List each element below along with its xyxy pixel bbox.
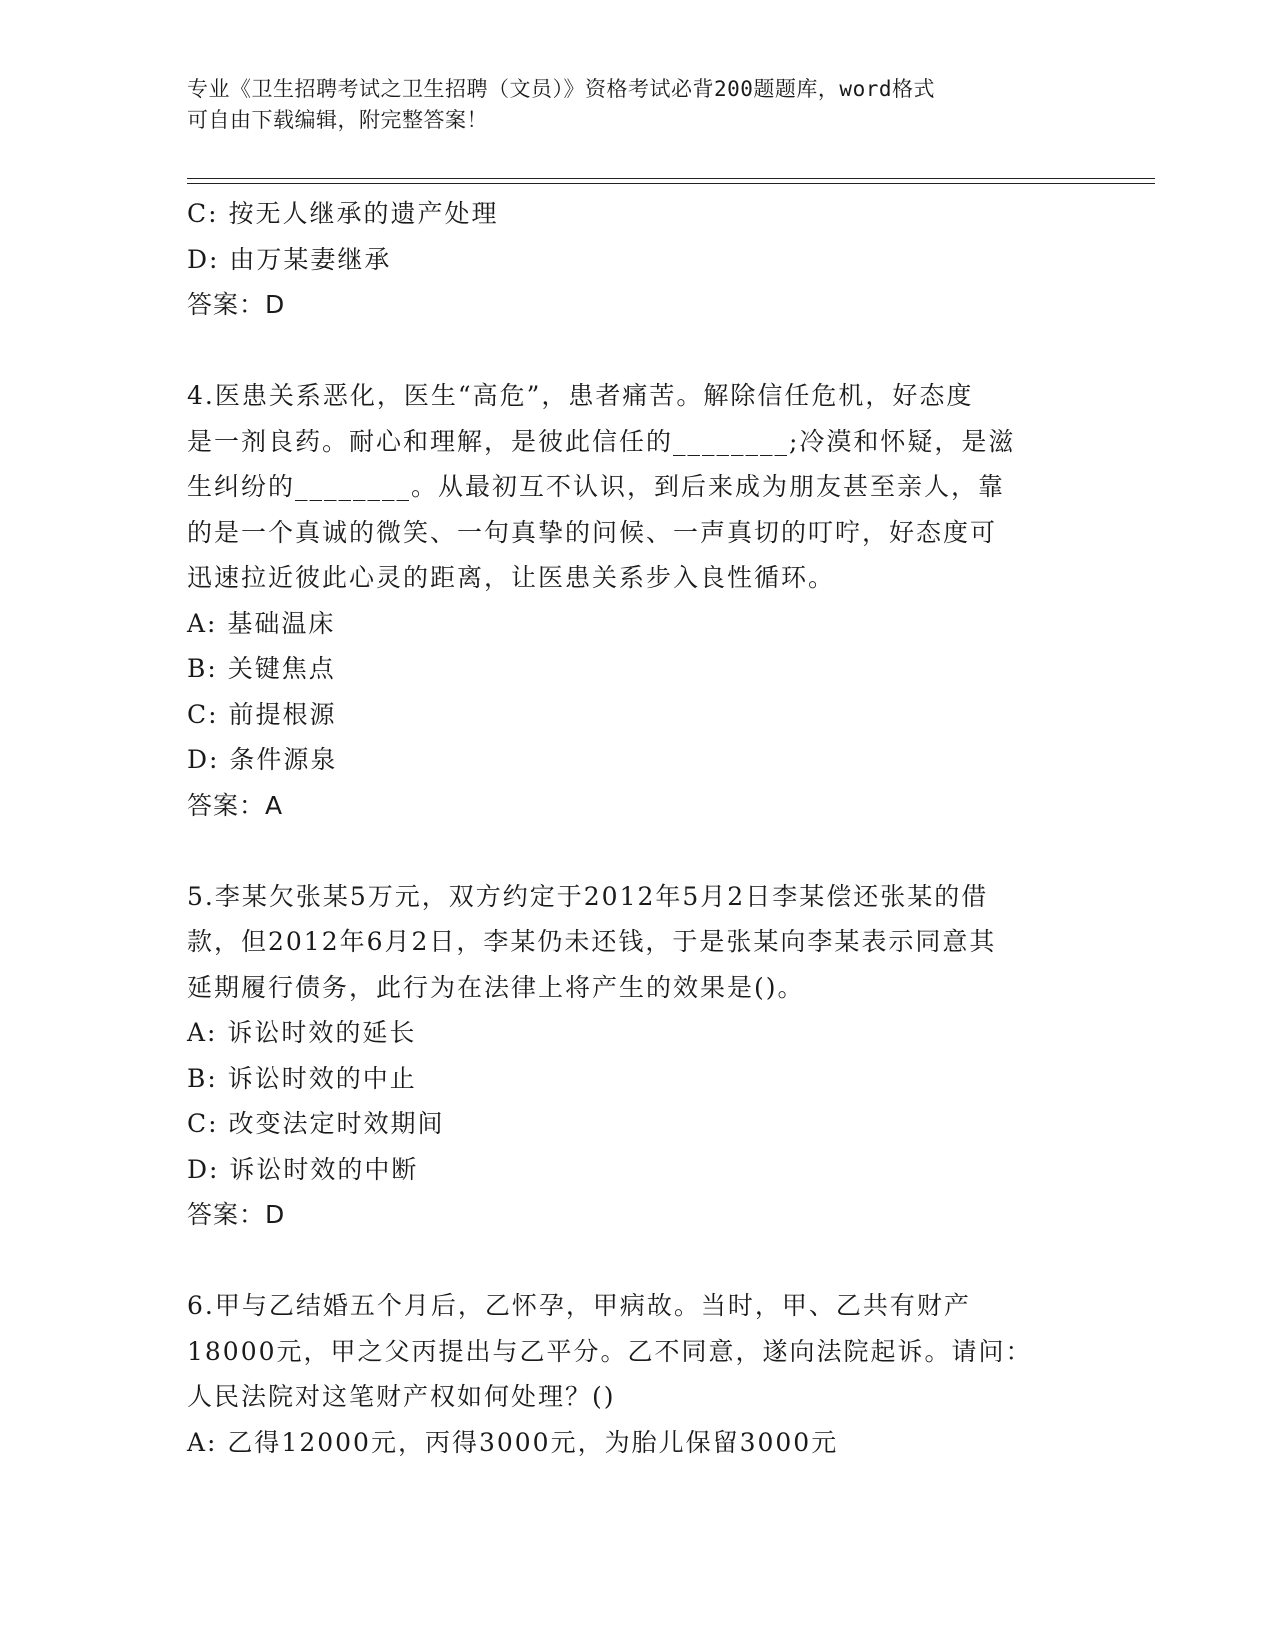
document-body bbox=[187, 191, 1087, 1465]
option-b: B: 关键焦点 bbox=[187, 654, 336, 683]
document-header bbox=[187, 74, 1067, 136]
option-d: D: 由万某妻继承 bbox=[187, 244, 392, 274]
question-6 bbox=[187, 1283, 1087, 1465]
header-divider-top bbox=[187, 178, 1155, 179]
question-4 bbox=[187, 373, 1087, 828]
question-text-line: 是一剂良药。耐心和理解，是彼此信任的________;冷漠和怀疑，是滋 bbox=[187, 426, 1016, 456]
question-text-line: 18000元，甲之父丙提出与乙平分。乙不同意，遂向法院起诉。请问： bbox=[187, 1336, 1033, 1366]
spacer bbox=[187, 828, 1087, 874]
question-text-line: 的是一个真诚的微笑、一句真挚的问候、一声真切的叮咛，好态度可 bbox=[187, 517, 998, 547]
option-c: C: 前提根源 bbox=[187, 699, 337, 729]
option-c: C: 改变法定时效期间 bbox=[187, 1109, 445, 1138]
question-text-line: 款，但2012年6月2日，李某仍未还钱，于是张某向李某表示同意其 bbox=[187, 927, 997, 956]
question-text-line: 延期履行债务，此行为在法律上将产生的效果是()。 bbox=[187, 972, 805, 1002]
header-title-line-1: 专业《卫生招聘考试之卫生招聘（文员）》资格考试必背200题题库，word格式 bbox=[187, 77, 935, 101]
option-d: D: 条件源泉 bbox=[187, 745, 338, 774]
answer: 答案：A bbox=[187, 790, 284, 820]
question-text-line: 6.甲与乙结婚五个月后，乙怀孕，甲病故。当时，甲、乙共有财产 bbox=[187, 1291, 971, 1320]
question-5 bbox=[187, 874, 1087, 1238]
spacer bbox=[187, 1238, 1087, 1284]
option-a: A: 乙得12000元，丙得3000元，为胎儿保留3000元 bbox=[187, 1427, 839, 1457]
answer: 答案：D bbox=[187, 290, 286, 319]
spacer bbox=[187, 328, 1087, 374]
option-a: A: 诉讼时效的延长 bbox=[187, 1018, 417, 1047]
option-c: C: 按无人继承的遗产处理 bbox=[187, 199, 499, 228]
header-divider-bottom bbox=[187, 183, 1155, 184]
header-title-line-2: 可自由下载编辑，附完整答案！ bbox=[187, 108, 488, 132]
option-a: A: 基础温床 bbox=[187, 608, 336, 638]
option-d: D: 诉讼时效的中断 bbox=[187, 1154, 419, 1184]
question-text-line: 人民法院对这笔财产权如何处理？() bbox=[187, 1382, 616, 1411]
question-3-tail bbox=[187, 191, 1087, 328]
question-text-line: 迅速拉近彼此心灵的距离，让医患关系步入良性循环。 bbox=[187, 563, 836, 592]
question-text-line: 5.李某欠张某5万元，双方约定于2012年5月2日李某偿还张某的借 bbox=[187, 881, 989, 911]
answer: 答案：D bbox=[187, 1200, 286, 1229]
question-text-line: 4.医患关系恶化，医生“高危”，患者痛苦。解除信任危机，好态度 bbox=[187, 381, 974, 410]
option-b: B: 诉讼时效的中止 bbox=[187, 1063, 417, 1093]
question-text-line: 生纠纷的________。从最初互不认识，到后来成为朋友甚至亲人，靠 bbox=[187, 472, 1006, 501]
